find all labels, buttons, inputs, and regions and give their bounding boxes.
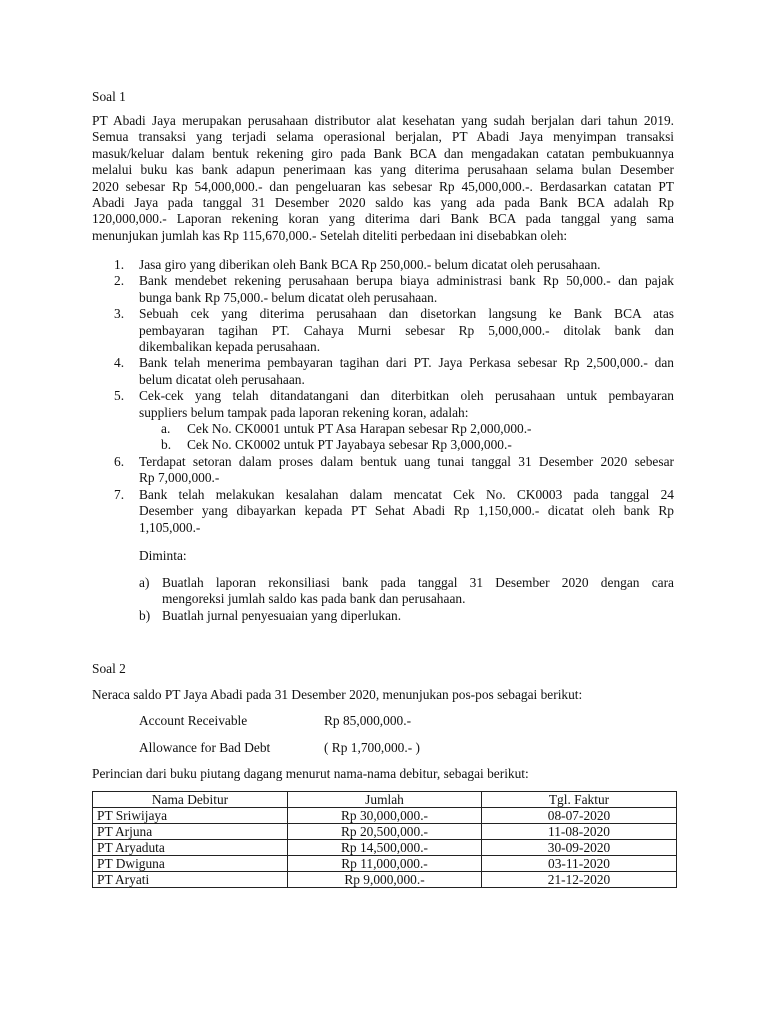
- item-line: Terdapat setoran dalam proses dalam bentuk uang tunai tanggal 31 Desember 2020 sebesar: [139, 453, 674, 469]
- invoice-date-cell: 08-07-2020: [482, 808, 677, 824]
- intro-line: PT Abadi Jaya merupakan perusahaan distributor alat kesehatan yang sudah berjalan dari tahun 2019.: [92, 113, 674, 128]
- sub-item-text: Cek No. CK0002 untuk PT Jayabaya sebesar Rp 3,000,000.-: [187, 437, 512, 453]
- table-row: [93, 872, 677, 888]
- amount-cell: Rp 30,000,000.-: [288, 808, 482, 824]
- item-marker: 5.: [114, 388, 125, 404]
- list-item: [92, 257, 674, 273]
- list-item: [92, 487, 674, 536]
- item-line: Bank telah menerima pembayaran tagihan dari PT. Jaya Perkasa sebesar Rp 2,500,000.- dan: [139, 355, 674, 371]
- debtor-name-cell: PT Arjuna: [93, 824, 288, 840]
- soal-1-heading: Soal 1: [92, 89, 126, 104]
- sub-list-item: [139, 421, 674, 437]
- sub-list-item: [139, 437, 674, 453]
- intro-line: 120,000,000.- Laporan rekening koran yang diterima dari Bank BCA pada tanggal yang sama: [92, 211, 674, 227]
- debtor-name-cell: PT Aryati: [93, 872, 288, 888]
- list-item: [92, 306, 674, 355]
- item-line: Cek-cek yang telah ditandatangani dan diterbitkan oleh perusahaan untuk pembayaran: [139, 388, 674, 404]
- intro-line: 2020 sebesar Rp 54,000,000.- dan pengeluaran kas sebesar Rp 45,000,000.-. Berdasarkan catatan PT: [92, 178, 674, 194]
- intro-line: Abadi Jaya pada tanggal 31 Desember 2020 saldo kas yang ada pada Bank BCA adalah Rp: [92, 195, 674, 211]
- intro-line: Semua transaksi yang terjadi selama operasional berjalan, PT Abadi Jaya menyimpan transaksi: [92, 129, 674, 145]
- request-line: mengoreksi jumlah saldo kas pada bank dan perusahaan.: [162, 591, 466, 607]
- table-row: [93, 856, 677, 872]
- soal-2-intro: Neraca saldo PT Jaya Abadi pada 31 Desember 2020, menunjukan pos-pos sebagai berikut:: [92, 687, 583, 702]
- balance-account: Allowance for Bad Debt: [139, 740, 271, 755]
- table-intro: Perincian dari buku piutang dagang menurut nama-nama debitur, sebagai berikut:: [92, 766, 529, 781]
- item-marker: 6.: [114, 453, 125, 469]
- balance-row: [139, 713, 412, 729]
- column-header: Nama Debitur: [93, 792, 288, 808]
- list-item: [92, 388, 674, 454]
- balance-account: Account Receivable: [139, 713, 248, 728]
- item-line: Jasa giro yang diberikan oleh Bank BCA Rp 250,000.- belum dicatat oleh perusahaan.: [139, 257, 601, 272]
- table-row: [93, 824, 677, 840]
- item-marker: 3.: [114, 306, 125, 322]
- receivables-table: [92, 791, 677, 888]
- item-line: Bank mendebet rekening perusahaan berupa biaya administrasi bank Rp 50,000.- dan pajak: [139, 273, 674, 289]
- amount-cell: Rp 14,500,000.-: [288, 840, 482, 856]
- request-line: Buatlah jurnal penyesuaian yang diperlukan.: [162, 607, 402, 623]
- amount-cell: Rp 11,000,000.-: [288, 856, 482, 872]
- request-item: [92, 608, 674, 624]
- amount-cell: Rp 9,000,000.-: [288, 872, 482, 888]
- soal-2-heading: Soal 2: [92, 661, 126, 676]
- invoice-date-cell: 30-09-2020: [482, 840, 677, 856]
- item-marker: 1.: [114, 257, 125, 272]
- balance-amount: Rp 85,000,000.-: [324, 713, 412, 728]
- item-line: Rp 7,000,000.-: [139, 470, 220, 486]
- item-line: suppliers belum tampak pada laporan rekening koran, adalah:: [139, 404, 469, 420]
- request-line: Buatlah laporan rekonsiliasi bank pada tanggal 31 Desember 2020 dengan cara: [162, 575, 674, 590]
- debtor-name-cell: PT Dwiguna: [93, 856, 288, 872]
- sub-item-marker: a.: [161, 421, 171, 437]
- sub-item-text: Cek No. CK0001 untuk PT Asa Harapan sebesar Rp 2,000,000.-: [187, 421, 532, 437]
- item-line: pembayaran tagihan PT. Cahaya Murni sebesar Rp 5,000,000.- ditolak bank dan: [139, 322, 674, 338]
- amount-cell: Rp 20,500,000.-: [288, 824, 482, 840]
- intro-line: melalui buku kas bank adapun penerimaan kas yang diterima perusahaan selama bulan Desember: [92, 162, 674, 178]
- table-row: [93, 840, 677, 856]
- debtor-name-cell: PT Aryaduta: [93, 840, 288, 856]
- item-marker: 4.: [114, 355, 125, 371]
- item-line: dikembalikan kepada perusahaan.: [139, 339, 321, 355]
- item-marker: 2.: [114, 273, 125, 289]
- item-line: 1,105,000.-: [139, 519, 201, 535]
- item-line: Bank telah melakukan kesalahan dalam mencatat Cek No. CK0003 pada tanggal 24: [139, 486, 674, 502]
- sub-item-marker: b.: [161, 437, 172, 453]
- item-marker: 7.: [114, 486, 125, 502]
- request-marker: b): [139, 607, 151, 623]
- soal-1-items: [92, 257, 674, 536]
- table-header-row: [93, 792, 677, 808]
- diminta-label: Diminta:: [139, 548, 187, 563]
- list-item: [92, 355, 674, 388]
- item-line: Desember yang dibayarkan kepada PT Sehat Abadi Rp 1,150,000.- dicatat oleh bank Rp: [139, 503, 674, 519]
- sub-list: [139, 421, 674, 454]
- table-row: [93, 808, 677, 824]
- intro-line: masuk/keluar dalam bentuk rekening giro pada Bank BCA dan mengadakan catatan pembukuannya: [92, 145, 674, 161]
- column-header: Tgl. Faktur: [482, 792, 677, 808]
- balance-amount: ( Rp 1,700,000.- ): [324, 740, 420, 755]
- requests-list: [92, 575, 674, 624]
- invoice-date-cell: 11-08-2020: [482, 824, 677, 840]
- item-line: bunga bank Rp 75,000.- belum dicatat oleh perusahaan.: [139, 289, 438, 305]
- soal-1-intro: [92, 113, 674, 244]
- item-line: belum dicatat oleh perusahaan.: [139, 371, 305, 387]
- request-marker: a): [139, 575, 150, 590]
- list-item: [92, 454, 674, 487]
- invoice-date-cell: 21-12-2020: [482, 872, 677, 888]
- request-item: [92, 575, 674, 608]
- debtor-name-cell: PT Sriwijaya: [93, 808, 288, 824]
- intro-line: menunjukan jumlah kas Rp 115,670,000.- Setelah diteliti perbedaan ini disebabkan oleh:: [92, 227, 568, 243]
- invoice-date-cell: 03-11-2020: [482, 856, 677, 872]
- column-header: Jumlah: [288, 792, 482, 808]
- item-line: Sebuah cek yang diterima perusahaan dan disetorkan langsung ke Bank BCA atas: [139, 306, 674, 322]
- balance-row: [139, 740, 420, 756]
- list-item: [92, 273, 674, 306]
